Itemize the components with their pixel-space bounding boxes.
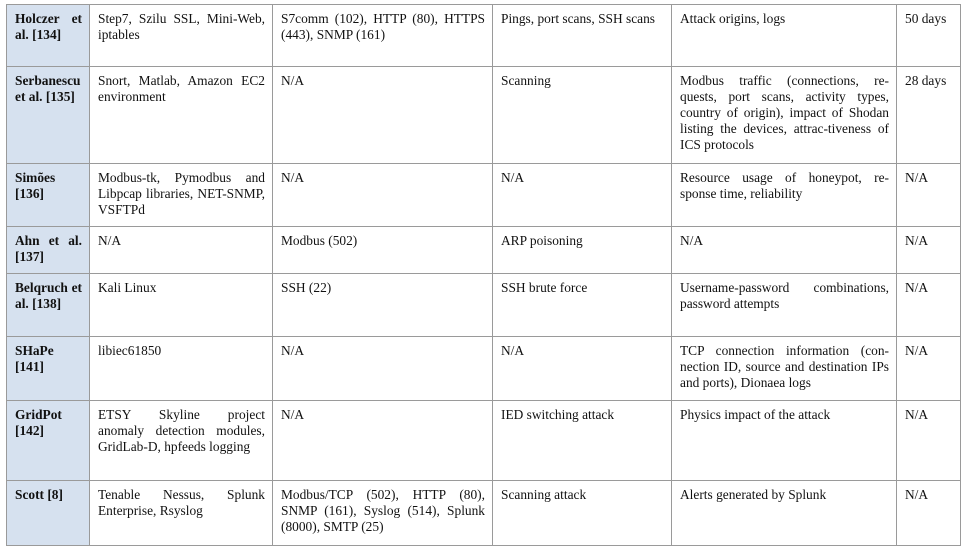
tools-cell: Modbus-tk, Pymodbus and Libpcap libraries, NET-SNMP, VSFTPd: [90, 164, 273, 227]
duration-cell: N/A: [897, 274, 961, 337]
attacks-cell: Pings, port scans, SSH scans: [493, 5, 672, 67]
tools-cell: libiec61850: [90, 337, 273, 401]
collected-data-cell: Modbus traffic (connections, re-quests, port scans, activity types, country of origin), impact of Shodan listing the devices, attrac-tiveness of ICS protocols: [672, 67, 897, 164]
duration-cell: N/A: [897, 401, 961, 481]
tools-cell: Snort, Matlab, Amazon EC2 environment: [90, 67, 273, 164]
duration-cell: 28 days: [897, 67, 961, 164]
table-row: [7, 274, 961, 337]
table-row: [7, 5, 961, 67]
duration-cell: N/A: [897, 481, 961, 546]
protocols-cell: N/A: [273, 401, 493, 481]
table-row: [7, 337, 961, 401]
attacks-cell: SSH brute force: [493, 274, 672, 337]
protocols-cell: SSH (22): [273, 274, 493, 337]
tools-cell: Kali Linux: [90, 274, 273, 337]
honeypot-name-cell: Serbanescu et al. [135]: [7, 67, 90, 164]
honeypot-name-cell: SHaPe [141]: [7, 337, 90, 401]
collected-data-cell: TCP connection information (con-nection ID, source and destination IPs and ports), Dionaea logs: [672, 337, 897, 401]
collected-data-cell: Attack origins, logs: [672, 5, 897, 67]
protocols-cell: N/A: [273, 337, 493, 401]
table-row: [7, 401, 961, 481]
protocols-cell: Modbus/TCP (502), HTTP (80), SNMP (161), Syslog (514), Splunk (8000), SMTP (25): [273, 481, 493, 546]
collected-data-cell: Resource usage of honeypot, re-sponse time, reliability: [672, 164, 897, 227]
table-row: [7, 67, 961, 164]
honeypot-comparison-table: [6, 4, 961, 546]
duration-cell: 50 days: [897, 5, 961, 67]
collected-data-cell: Alerts generated by Splunk: [672, 481, 897, 546]
tools-cell: ETSY Skyline project anomaly detection modules, GridLab-D, hpfeeds logging: [90, 401, 273, 481]
honeypot-name-cell: GridPot [142]: [7, 401, 90, 481]
attacks-cell: N/A: [493, 337, 672, 401]
honeypot-name-cell: Ahn et al. [137]: [7, 227, 90, 274]
duration-cell: N/A: [897, 337, 961, 401]
tools-cell: N/A: [90, 227, 273, 274]
collected-data-cell: Username-password combinations, password attempts: [672, 274, 897, 337]
table-row: [7, 227, 961, 274]
attacks-cell: ARP poisoning: [493, 227, 672, 274]
duration-cell: N/A: [897, 164, 961, 227]
duration-cell: N/A: [897, 227, 961, 274]
honeypot-name-cell: Simões [136]: [7, 164, 90, 227]
tools-cell: Step7, Szilu SSL, Mini-Web, iptables: [90, 5, 273, 67]
collected-data-cell: Physics impact of the attack: [672, 401, 897, 481]
table-row: [7, 164, 961, 227]
attacks-cell: IED switching attack: [493, 401, 672, 481]
honeypot-name-cell: Scott [8]: [7, 481, 90, 546]
collected-data-cell: N/A: [672, 227, 897, 274]
protocols-cell: S7comm (102), HTTP (80), HTTPS (443), SNMP (161): [273, 5, 493, 67]
table-row: [7, 481, 961, 546]
attacks-cell: Scanning attack: [493, 481, 672, 546]
attacks-cell: N/A: [493, 164, 672, 227]
protocols-cell: N/A: [273, 67, 493, 164]
protocols-cell: Modbus (502): [273, 227, 493, 274]
protocols-cell: N/A: [273, 164, 493, 227]
honeypot-name-cell: Belqruch et al. [138]: [7, 274, 90, 337]
tools-cell: Tenable Nessus, Splunk Enterprise, Rsyslog: [90, 481, 273, 546]
honeypot-name-cell: Holczer et al. [134]: [7, 5, 90, 67]
attacks-cell: Scanning: [493, 67, 672, 164]
